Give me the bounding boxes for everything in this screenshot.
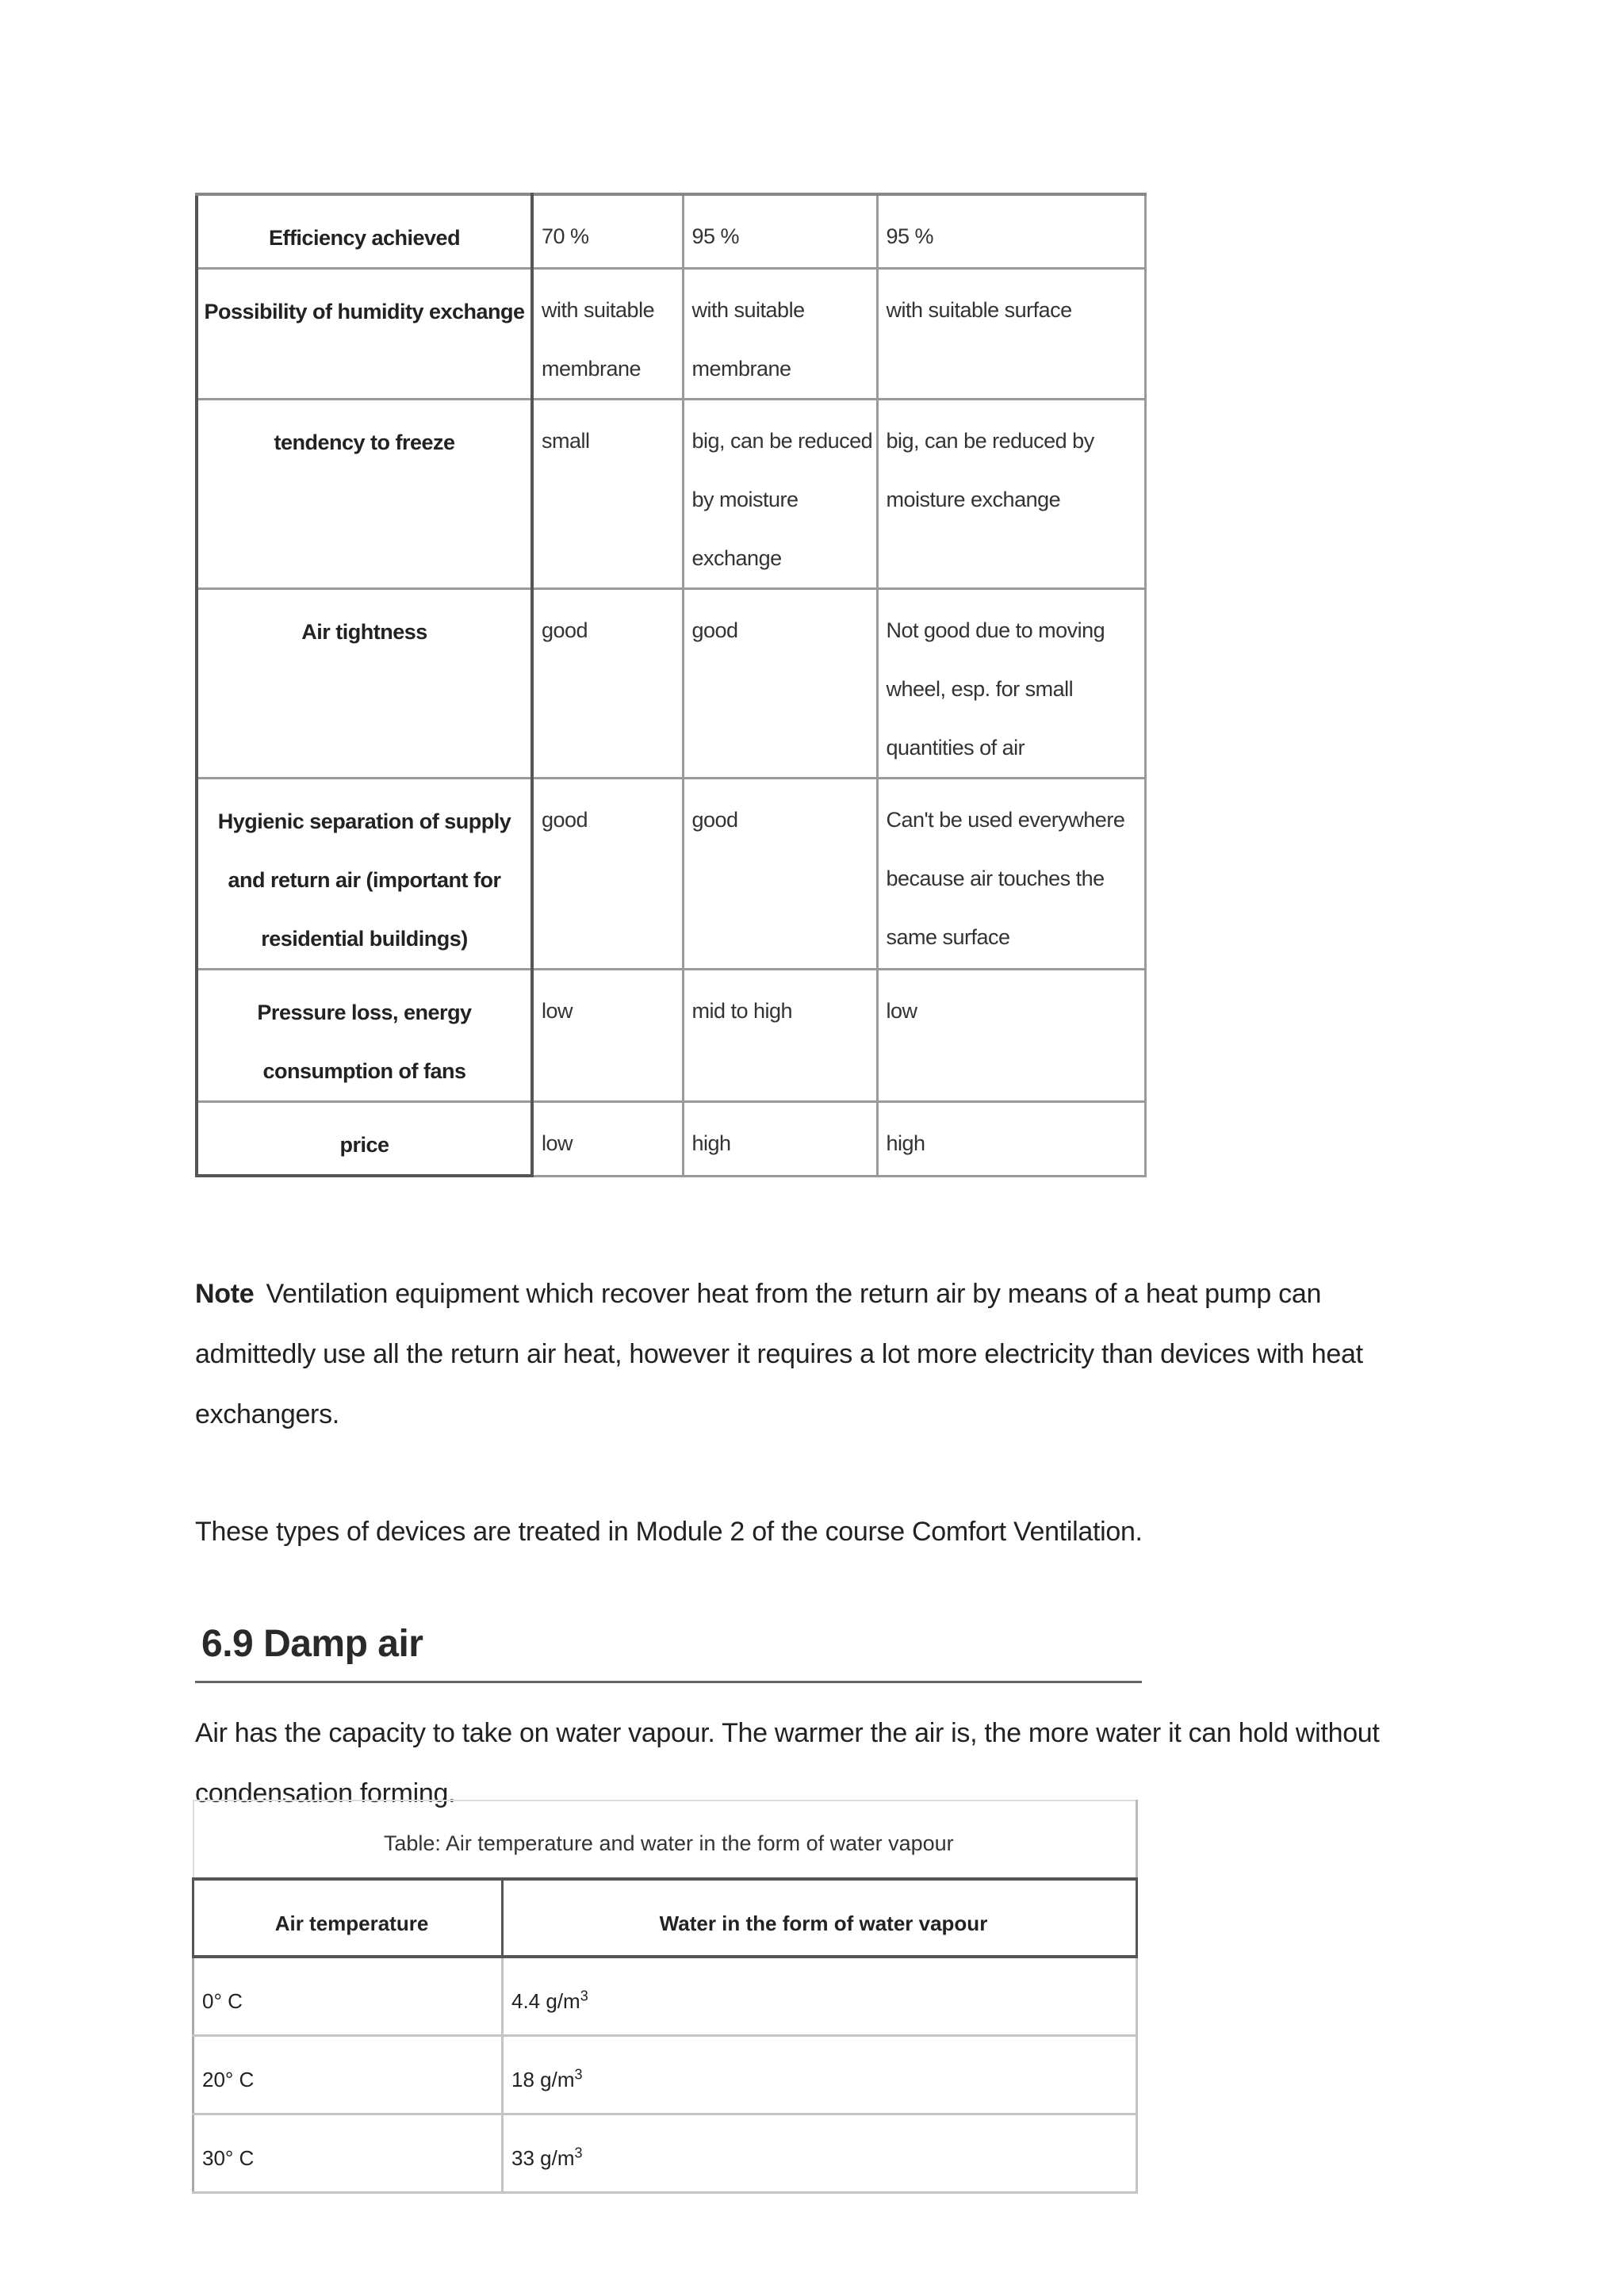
table-cell [532, 1102, 683, 1177]
temperature-cell: 30° C [193, 2114, 503, 2193]
row-label [197, 194, 532, 269]
table-row [197, 400, 1145, 589]
note-text: Ventilation equipment which recover heat from the return air by means of a heat pump can admittedly use all the return air heat, however it requires a lot more electricity than devices with heat exchangers. [195, 1279, 1363, 1429]
air-water-vapour-table [192, 1800, 1138, 2194]
cell-line: quantities of air [886, 736, 1025, 760]
row-label-line: and return air (important for [228, 868, 501, 892]
row-label-line: residential buildings) [261, 927, 468, 951]
water-vapour-cell [503, 2114, 1137, 2193]
table-cell [877, 779, 1145, 970]
table-cell [532, 970, 683, 1102]
temperature-cell: 20° C [193, 2036, 503, 2114]
row-label [197, 779, 532, 970]
cell-line: 70 % [542, 224, 589, 248]
row-label-line: tendency to freeze [274, 430, 455, 454]
row-label [197, 589, 532, 779]
cell-line: membrane [691, 357, 791, 381]
table-cell [683, 589, 877, 779]
table-cell [683, 779, 877, 970]
cell-line: with suitable [691, 298, 805, 322]
cell-line: small [542, 429, 590, 453]
table-cell [683, 400, 877, 589]
cell-line: high [691, 1131, 731, 1155]
table-cell [877, 269, 1145, 400]
cell-line: big, can be reduced [691, 429, 873, 453]
cell-line: good [691, 618, 738, 642]
note-label: Note [195, 1279, 255, 1309]
cell-line: low [542, 999, 573, 1023]
row-label-line: Air tightness [301, 620, 427, 644]
table-cell [683, 269, 877, 400]
section-intro-paragraph: Air has the capacity to take on water vapour. The warmer the air is, the more water it can hold without condensation forming. [195, 1718, 1380, 1808]
row-label [197, 1102, 532, 1177]
row-label-line: price [339, 1133, 389, 1157]
table-row [193, 2036, 1137, 2114]
table-row [197, 779, 1145, 970]
cell-line: 95 % [886, 224, 934, 248]
note-paragraph [195, 1264, 1432, 1445]
cell-line: Can't be used everywhere [886, 808, 1125, 832]
comparison-table-body [197, 194, 1145, 1176]
row-label-line: Pressure loss, energy [257, 1001, 472, 1024]
table-cell [532, 400, 683, 589]
table-cell [877, 589, 1145, 779]
row-label [197, 970, 532, 1102]
table-cell [683, 194, 877, 269]
table-caption: Table: Air temperature and water in the form of water vapour [193, 1800, 1137, 1879]
module-reference-paragraph: These types of devices are treated in Module 2 of the course Comfort Ventilation. [195, 1517, 1143, 1547]
table-cell [877, 970, 1145, 1102]
table-cell [877, 1102, 1145, 1177]
table-caption-row [193, 1800, 1137, 1879]
vapour-table-body [193, 1957, 1137, 2193]
table-row [197, 1102, 1145, 1177]
row-label-line: Possibility of humidity exchange [204, 300, 525, 323]
table-header-row [193, 1879, 1137, 1957]
cell-line: with suitable [542, 298, 655, 322]
water-value: 4.4 g/m [511, 1988, 580, 2013]
section-divider [195, 1681, 1142, 1683]
cell-line: mid to high [691, 999, 793, 1023]
cell-line: good [542, 618, 588, 642]
water-vapour-cell [503, 1957, 1137, 2036]
water-value: 18 g/m [511, 2067, 575, 2091]
table-cell [532, 194, 683, 269]
cell-line: moisture exchange [886, 488, 1061, 511]
cell-line: good [691, 808, 738, 832]
unit-exponent: 3 [580, 1987, 588, 2003]
cell-line: low [542, 1131, 573, 1155]
table-cell [532, 589, 683, 779]
cell-line: low [886, 999, 917, 1023]
row-label-line: Efficiency achieved [268, 226, 461, 250]
table-row [197, 589, 1145, 779]
table-cell [877, 400, 1145, 589]
cell-line: exchange [691, 546, 782, 570]
row-label-line: consumption of fans [262, 1059, 466, 1083]
cell-line: membrane [542, 357, 642, 381]
table-row [197, 269, 1145, 400]
cell-line: with suitable surface [886, 298, 1072, 322]
unit-exponent: 3 [574, 2065, 583, 2082]
water-vapour-cell [503, 2036, 1137, 2114]
heat-exchanger-comparison-table [195, 193, 1147, 1177]
section-heading: 6.9 Damp air [201, 1623, 423, 1665]
cell-line: 95 % [691, 224, 740, 248]
row-label-line: Hygienic separation of supply [217, 809, 511, 833]
cell-line: high [886, 1131, 925, 1155]
cell-line: because air touches the [886, 867, 1105, 890]
water-value: 33 g/m [511, 2145, 575, 2170]
header-water-vapour: Water in the form of water vapour [503, 1879, 1137, 1957]
cell-line: same surface [886, 925, 1010, 949]
table-row [197, 970, 1145, 1102]
table-row [197, 194, 1145, 269]
table-cell [683, 970, 877, 1102]
table-cell [532, 269, 683, 400]
temperature-cell: 0° C [193, 1957, 503, 2036]
table-cell [532, 779, 683, 970]
cell-line: by moisture [691, 488, 799, 511]
table-cell [683, 1102, 877, 1177]
table-row [193, 1957, 1137, 2036]
table-row [193, 2114, 1137, 2193]
row-label [197, 400, 532, 589]
cell-line: wheel, esp. for small [886, 677, 1074, 701]
table-cell [877, 194, 1145, 269]
cell-line: good [542, 808, 588, 832]
header-air-temperature: Air temperature [193, 1879, 503, 1957]
row-label [197, 269, 532, 400]
unit-exponent: 3 [574, 2144, 583, 2160]
cell-line: Not good due to moving [886, 618, 1105, 642]
cell-line: big, can be reduced by [886, 429, 1094, 453]
